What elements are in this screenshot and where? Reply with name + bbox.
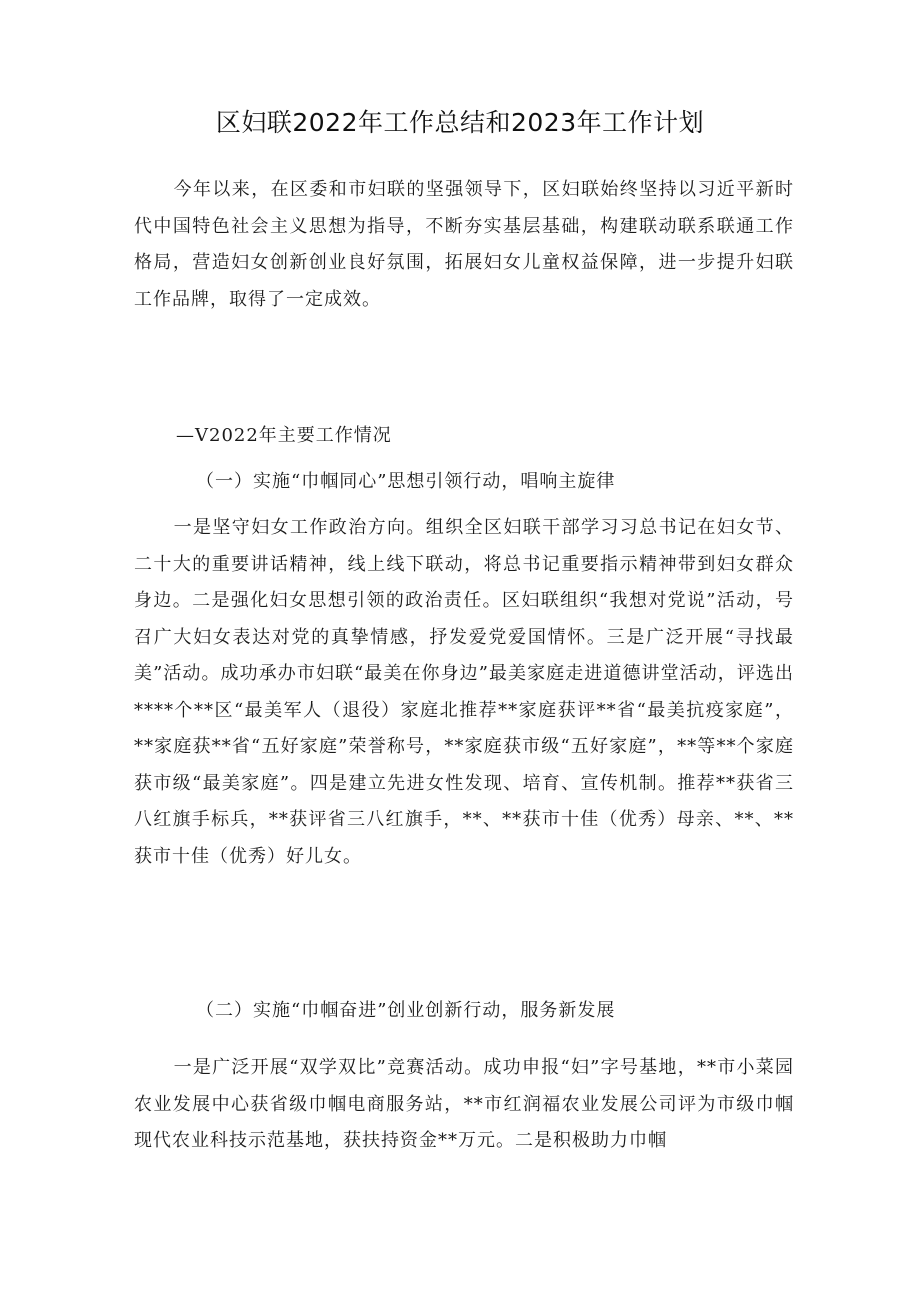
subsection-2-body: 一是广泛开展“双学双比”竞赛活动。成功申报“妇”字号基地，**市小菜园农业发展中心获省级巾帼电商服务站，**市红润福农业发展公司评为市级巾帼现代农业科技示范基地，获扶持资金**万元。二是积极助力巾帼 xyxy=(134,1057,794,1151)
document-title: 区妇联2022年工作总结和2023年工作计划 xyxy=(215,108,705,137)
subsection-heading-2: （二）实施“巾帼奋进”创业创新行动，服务新发展 xyxy=(196,1000,616,1021)
subsection-heading-1: （一）实施“巾帼同心”思想引领行动，唱响主旋律 xyxy=(196,471,616,492)
section-heading-2022: —V2022年主要工作情况 xyxy=(176,425,392,446)
intro-paragraph: 今年以来，在区委和市妇联的坚强领导下，区妇联始终坚持以习近平新时代中国特色社会主义思想为指导，不断夯实基层基础，构建联动联系联通工作格局，营造妇女创新创业良好氛围，拓展妇女儿童权益保障，进一步提升妇联工作品牌，取得了一定成效。 xyxy=(134,179,794,310)
subsection-1-body: 一是坚守妇女工作政治方向。组织全区妇联干部学习习总书记在妇女节、二十大的重要讲话精神，线上线下联动，将总书记重要指示精神带到妇女群众身边。二是强化妇女思想引领的政治责任。区妇联组织“我想对党说”活动，号召广大妇女表达对党的真挚情感，抒发爱党爱国情怀。三是广泛开展“寻找最美”活动。成功承办市妇联“最美在你身边”最美家庭走进道德讲堂活动，评选出****个**区“最美军人（退役）家庭北推荐**家庭获评**省“最美抗疫家庭”，**家庭获**省“五好家庭”荣誉称号，**家庭获市级“五好家庭”，**等**个家庭获市级“最美家庭”。四是建立先进女性发现、培育、宣传机制。推荐**获省三八红旗手标兵，**获评省三八红旗手，**、**获市十佳（优秀）母亲、**、**获市十佳（优秀）好儿女。 xyxy=(134,517,794,867)
